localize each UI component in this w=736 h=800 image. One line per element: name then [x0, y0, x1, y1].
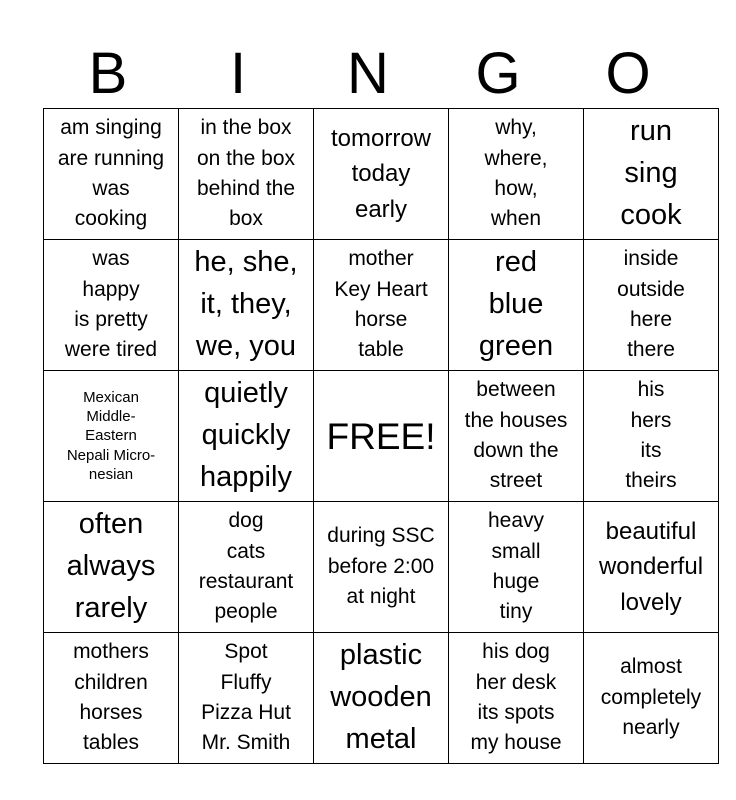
- bingo-cell-text: mother Key Heart horse table: [334, 247, 428, 362]
- bingo-cell-text: FREE!: [326, 415, 436, 457]
- bingo-cell[interactable]: [179, 240, 314, 371]
- bingo-row: [44, 633, 719, 764]
- bingo-row: [44, 109, 719, 240]
- bingo-header: [43, 42, 693, 106]
- bingo-row: [44, 371, 719, 502]
- bingo-row: [44, 502, 719, 633]
- bingo-cell-text: tomorrow today early: [330, 124, 432, 223]
- bingo-cell-text: heavy small huge tiny: [487, 509, 545, 624]
- bingo-cell[interactable]: [314, 502, 449, 633]
- bingo-cell[interactable]: [179, 109, 314, 240]
- bingo-cell-text: his dog her desk its spots my house: [470, 640, 562, 755]
- bingo-cell-text: dog cats restaurant people: [198, 509, 294, 624]
- bingo-cell[interactable]: [449, 371, 584, 502]
- bingo-cell[interactable]: [584, 240, 719, 371]
- bingo-grid: [44, 109, 719, 764]
- bingo-cell[interactable]: [449, 109, 584, 240]
- bingo-cell[interactable]: [449, 502, 584, 633]
- bingo-cell-text: almost completely nearly: [600, 655, 702, 740]
- header-letter-g: G: [475, 41, 521, 106]
- bingo-cell-text: why, where, how, when: [484, 116, 548, 231]
- bingo-row: [44, 240, 719, 371]
- header-letter-i: I: [229, 41, 247, 106]
- bingo-cell[interactable]: [44, 109, 179, 240]
- bingo-cell-text: plastic wooden metal: [330, 639, 432, 755]
- bingo-cell[interactable]: [584, 502, 719, 633]
- bingo-cell[interactable]: [44, 240, 179, 371]
- bingo-cell-text: mothers children horses tables: [73, 640, 149, 755]
- bingo-cell-text: quietly quickly happily: [200, 377, 292, 493]
- bingo-cell-text: during SSC before 2:00 at night: [327, 524, 435, 609]
- bingo-cell-text: inside outside here there: [617, 247, 685, 362]
- bingo-cell[interactable]: [44, 633, 179, 764]
- bingo-cell-text: he, she, it, they, we, you: [194, 246, 298, 362]
- bingo-cell[interactable]: [449, 633, 584, 764]
- bingo-cell-text: beautiful wonderful lovely: [598, 517, 704, 616]
- bingo-cell[interactable]: [314, 633, 449, 764]
- bingo-cell-text: his hers its theirs: [625, 378, 677, 493]
- bingo-cell[interactable]: [449, 240, 584, 371]
- bingo-cell-text: was happy is pretty were tired: [64, 247, 158, 362]
- header-letter-b: B: [88, 41, 128, 106]
- bingo-card: [43, 108, 719, 764]
- bingo-cell[interactable]: [44, 502, 179, 633]
- bingo-cell-text: often always rarely: [66, 508, 156, 624]
- header-letter-n: N: [347, 41, 389, 106]
- bingo-cell[interactable]: [584, 371, 719, 502]
- bingo-cell[interactable]: [179, 502, 314, 633]
- bingo-cell[interactable]: [44, 371, 179, 502]
- bingo-cell[interactable]: [179, 633, 314, 764]
- bingo-cell[interactable]: [314, 109, 449, 240]
- free-space-cell[interactable]: [314, 371, 449, 502]
- bingo-cell[interactable]: [584, 633, 719, 764]
- header-letter-o: O: [605, 41, 651, 106]
- bingo-cell[interactable]: [584, 109, 719, 240]
- bingo-cell-text: run sing cook: [620, 115, 682, 231]
- bingo-cell[interactable]: [179, 371, 314, 502]
- bingo-cell-text: am singing are running was cooking: [57, 116, 165, 231]
- bingo-cell-text: red blue green: [478, 246, 554, 362]
- bingo-cell[interactable]: [314, 240, 449, 371]
- bingo-cell-text: in the box on the box behind the box: [196, 116, 296, 231]
- bingo-cell-text: Mexican Middle- Eastern Nepali Micro- nesian: [66, 389, 156, 483]
- bingo-cell-text: between the houses down the street: [464, 378, 568, 493]
- bingo-cell-text: Spot Fluffy Pizza Hut Mr. Smith: [201, 640, 291, 755]
